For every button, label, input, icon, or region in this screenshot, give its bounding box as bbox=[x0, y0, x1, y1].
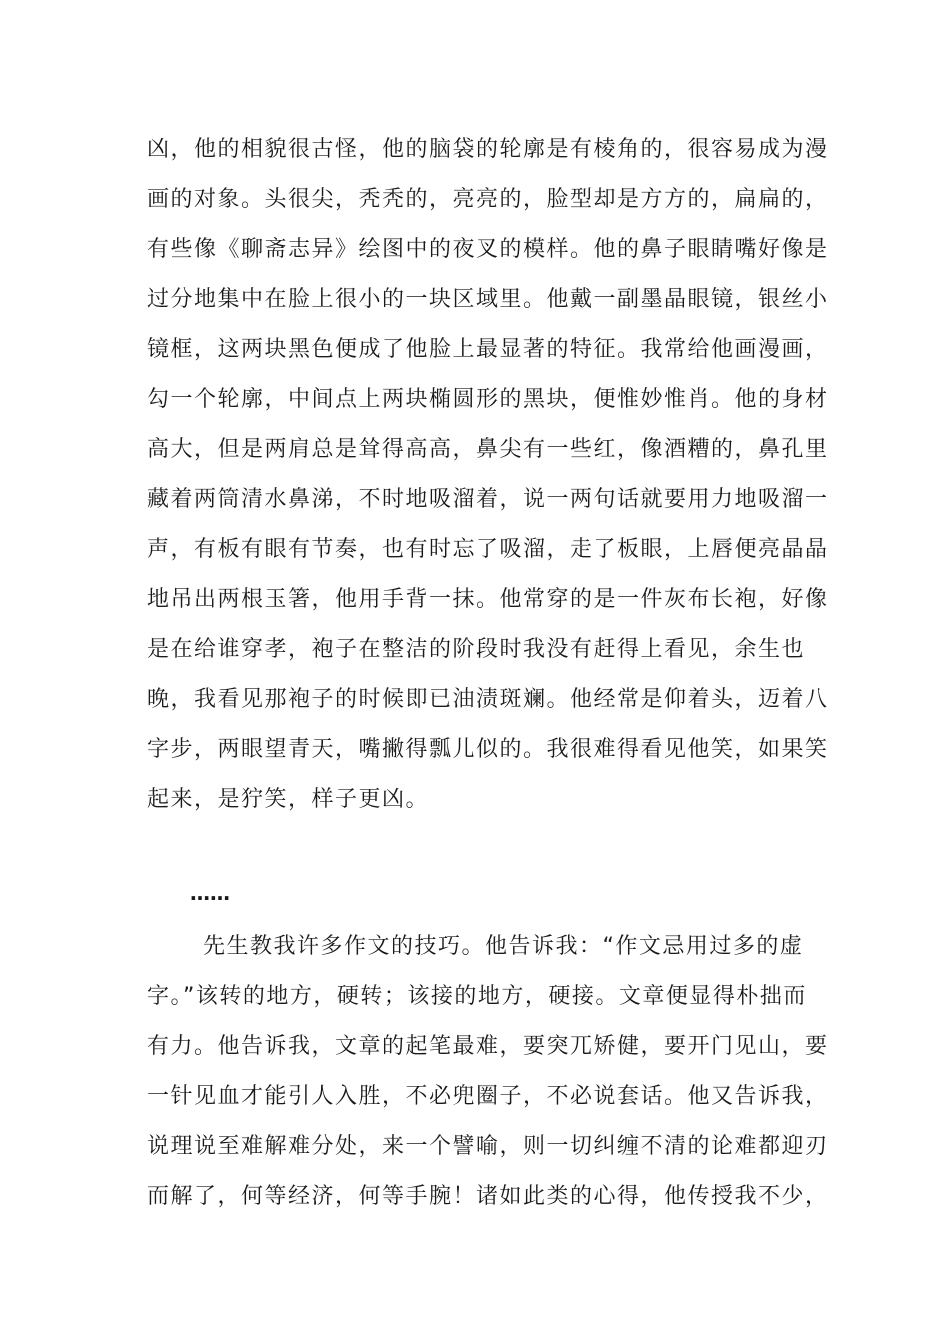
text-line: 凶，他的相貌很古怪，他的脑袋的轮廓是有棱角的，很容易成为漫 bbox=[147, 137, 829, 162]
text-line: 字。”该转的地方，硬转；该接的地方，硬接。文章便显得朴拙而 bbox=[147, 984, 807, 1009]
text-line: 勾一个轮廓，中间点上两块椭圆形的黑块，便惟妙惟肖。他的身材 bbox=[147, 387, 829, 412]
text-line: 高大，但是两肩总是耸得高高，鼻尖有一些红，像酒糟的，鼻孔里 bbox=[147, 437, 829, 462]
text-line: 一针见血才能引人入胜，不必兜圈子，不必说套话。他又告诉我， bbox=[147, 1084, 829, 1109]
text-line: 先生教我许多作文的技巧。他告诉我：“作文忌用过多的虚 bbox=[203, 934, 804, 959]
text-line: 过分地集中在脸上很小的一块区域里。他戴一副墨晶眼镜，银丝小 bbox=[147, 287, 829, 312]
text-line: 说理说至难解难分处，来一个譬喻，则一切纠缠不清的论难都迎刃 bbox=[147, 1134, 829, 1159]
text-line: 镜框，这两块黑色便成了他脸上最显著的特征。我常给他画漫画， bbox=[147, 337, 829, 362]
text-line: 地吊出两根玉箸，他用手背一抹。他常穿的是一件灰布长袍，好像 bbox=[147, 587, 829, 612]
text-line: 画的对象。头很尖，秃秃的，亮亮的，脸型却是方方的，扁扁的， bbox=[147, 187, 829, 212]
text-line: 而解了，何等经济，何等手腕！诸如此类的心得，他传授我不少， bbox=[147, 1184, 829, 1209]
text-line: 起来，是狞笑，样子更凶。 bbox=[147, 787, 430, 812]
ellipsis-separator: …… bbox=[190, 881, 230, 905]
text-line: 是在给谁穿孝，袍子在整洁的阶段时我没有赶得上看见，余生也 bbox=[147, 637, 806, 662]
text-line: 声，有板有眼有节奏，也有时忘了吸溜，走了板眼，上唇便亮晶晶 bbox=[147, 537, 829, 562]
text-line: 有些像《聊斋志异》绘图中的夜叉的模样。他的鼻子眼睛嘴好像是 bbox=[147, 237, 829, 262]
text-line: 晚，我看见那袍子的时候即已油渍斑斓。他经常是仰着头，迈着八 bbox=[147, 687, 829, 712]
text-line: 字步，两眼望青天，嘴撇得瓢儿似的。我很难得看见他笑，如果笑 bbox=[147, 737, 829, 762]
text-line: 有力。他告诉我，文章的起笔最难，要突兀矫健，要开门见山，要 bbox=[147, 1034, 829, 1059]
text-line: 藏着两筒清水鼻涕，不时地吸溜着，说一两句话就要用力地吸溜一 bbox=[147, 487, 829, 512]
